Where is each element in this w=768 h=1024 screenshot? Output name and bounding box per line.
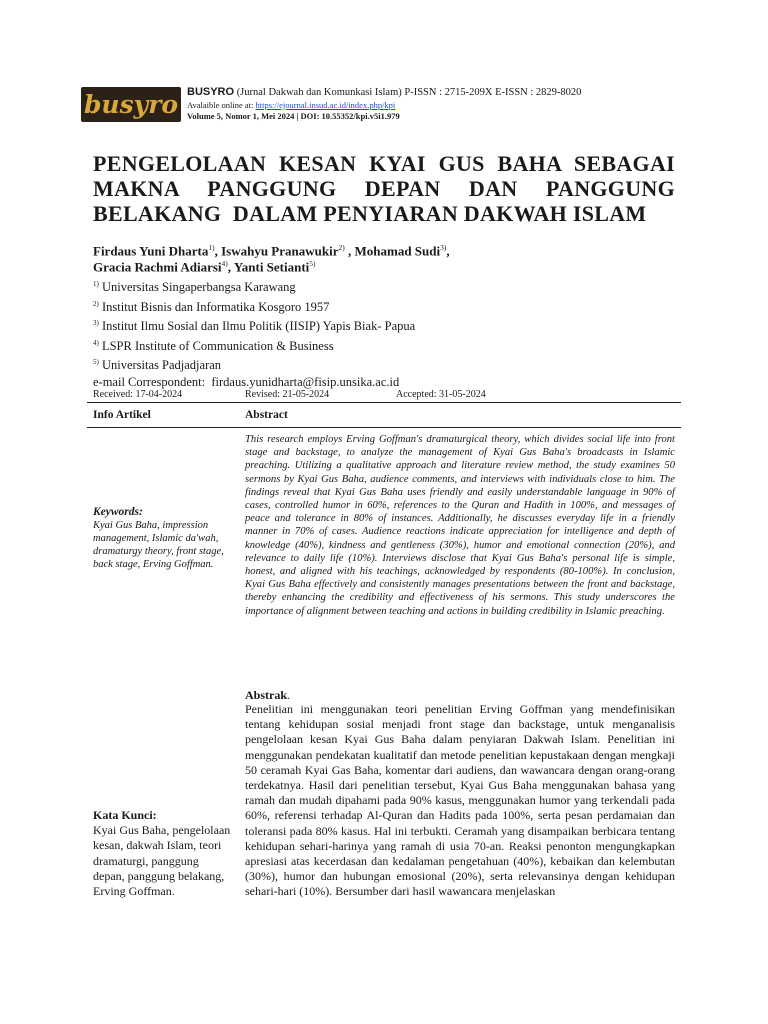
title-line: BELAKANG DALAM PENYIARAN DAKWAH ISLAM — [93, 201, 647, 226]
keywords-text: Kyai Gus Baha, impression management, Islamic da'wah, dramaturgy theory, front stage, back stage, Erving Goffman. — [93, 520, 224, 570]
abstract-header: Abstract — [245, 409, 288, 421]
kata-kunci-heading: Kata Kunci: — [93, 808, 157, 822]
keywords-heading: Keywords: — [93, 506, 143, 518]
volume-doi: Volume 5, Nomor 1, Mei 2024 | DOI: 10.55352/kpi.v5i1.979 — [187, 110, 400, 121]
journal-issn: P-ISSN : 2715-209X E-ISSN : 2829-8020 — [404, 87, 582, 98]
revised-date: Revised: 21-05-2024 — [245, 389, 330, 400]
journal-name: BUSYRO — [187, 86, 235, 98]
keywords-block — [93, 505, 233, 571]
abstrak-indonesian: Penelitian ini menggunakan teori penelitian Erving Goffman yang mendefinisikan tentang kehidupan sosial menjadi front stage dan backstage, untuk menganalisis pengelolaan kesan Kyai Gus Baha dalam penyiaran Dakwah Islam. Penelitian ini menggunakan pendekatan kualitatif dan metode penelitian kepustakaan dengan mengkaji 50 ceramah Kyai Gas Baha, komentar dari audiens, dan wawancara dengan orang-orang terdekatnya. Hasil dari penelitian tersebut, Kyai Gus Baha menggunakan bahasa yang ramah dan mudah dipahami pada 90% kasus, menggunakan humor yang terkendali pada 60%, referensi terhadap Al-Quran dan Hadits pada 100%, serta pesan perdamaian dan toleransi pada 80% kasus. Hal ini terbukti. Ceramah yang disampaikan berbicara tentang kehidupan sehari-harinya yang ramah di usia 70-an. Reaksi penonton mengungkapkan apresiasi atas kecerdasan dan kedalaman pengetahuan (40%), kebaikan dan kelembutan (30%), humor dan hubungan emosional (20%), serta relevansinya dengan kehidupan sehari-hari (10%). Bersumber dari hasil wawancara menjelaskan — [245, 702, 675, 899]
affiliation-list — [93, 276, 693, 390]
kata-kunci-block — [93, 808, 233, 899]
journal-info — [187, 86, 657, 122]
correspondent-email: e-mail Correspondent: firdaus.yunidharta@fisip.unsika.ac.id — [93, 374, 400, 389]
author-name: Firdaus Yuni Dharta — [93, 243, 209, 259]
journal-fullname: (Jurnal Dakwah dan Komunkasi Islam) — [236, 87, 402, 98]
kata-kunci-text: Kyai Gus Baha, pengelolaan kesan, dakwah Islam, teori dramaturgi, panggung depan, panggung belakang, Erving Goffman. — [93, 823, 231, 899]
author-name: Gracia Rachmi Adiarsi — [93, 259, 222, 275]
abstrak-heading: Abstrak. — [245, 688, 291, 702]
abstract-english: This research employs Erving Goffman's dramaturgical theory, which divides social life into front stage and backstage, to analyze the management of Kyai Gus Baha's broadcasts in Islamic preaching. Utilizing a qualitative approach and literature review method, the study examines 50 sermons by Kyai Gus Baha, audience comments, and interviews with individuals close to him. The findings reveal that Kyai Gus Baha uses friendly and easily understandable language in 90% of cases, controlled humor in 60%, references to the Quran and Hadith in 100%, and messages of peace and tolerance in 80% of instances. Additionally, he discusses everyday life in a friendly manner in 70% of cases. Audience reactions indicate appreciation for intelligence and depth of knowledge (40%), kindness and gentleness (30%), humor and emotional connection (20%), and relevance to daily life (10%). Interviews disclose that Kyai Gus Baha's personal life is simple, honest, and aligned with his teachings, acknowledged by respondents (80-100%). In conclusion, Kyai Gus Baha effectively and consistently manages presentations between the front and backstage, thereby enhancing the credibility and effectiveness of his sermons. This study underscores the importance of alignment between teaching and actions in building credibility in Islamic preaching. — [245, 434, 675, 617]
info-artikel-header: Info Artikel — [93, 409, 151, 421]
received-date: Received: 17-04-2024 — [93, 389, 183, 400]
author-name: , Mohamad Sudi — [344, 243, 441, 259]
accepted-date: Accepted: 31-05-2024 — [396, 389, 486, 400]
affiliation: $^{4)}$ LSPR Institute of Communication & Business — [93, 338, 334, 353]
paper-title — [93, 151, 675, 226]
author-list: Firdaus Yuni Dharta$^{1)}$, Iswahyu Pranawukir$^{2)}$ , Mohamad Sudi$^{3)}$, Gracia Rachmi Adiarsi$^{4)}$, Yanti Setianti$^{5)}$ — [93, 243, 450, 275]
affiliation: $^{1)}$ Universitas Singaperbangsa Karawang — [93, 280, 296, 295]
author-name: , Iswahyu Pranawukir — [214, 243, 339, 259]
journal-url-link[interactable]: https://ejournal.insud.ac.id/index.php/kpi — [255, 99, 396, 110]
title-line: PENGELOLAAN KESAN KYAI GUS BAHA SEBAGAI — [93, 151, 675, 176]
affiliation: $^{5)}$ Universitas Padjadjaran — [93, 358, 222, 373]
author-name: , Yanti Setianti — [227, 259, 310, 275]
affiliation: $^{2)}$ Institut Bisnis dan Informatika Kosgoro 1957 — [93, 299, 330, 314]
title-line: MAKNA PANGGUNG DEPAN DAN PANGGUNG — [93, 176, 675, 201]
available-label: Avalaible online at: — [187, 99, 254, 110]
divider — [87, 427, 681, 428]
journal-logo: busyro — [81, 87, 181, 122]
affiliation: $^{3)}$ Institut Ilmu Sosial dan Ilmu Politik (IISIP) Yapis Biak- Papua — [93, 319, 416, 334]
divider — [87, 402, 681, 403]
